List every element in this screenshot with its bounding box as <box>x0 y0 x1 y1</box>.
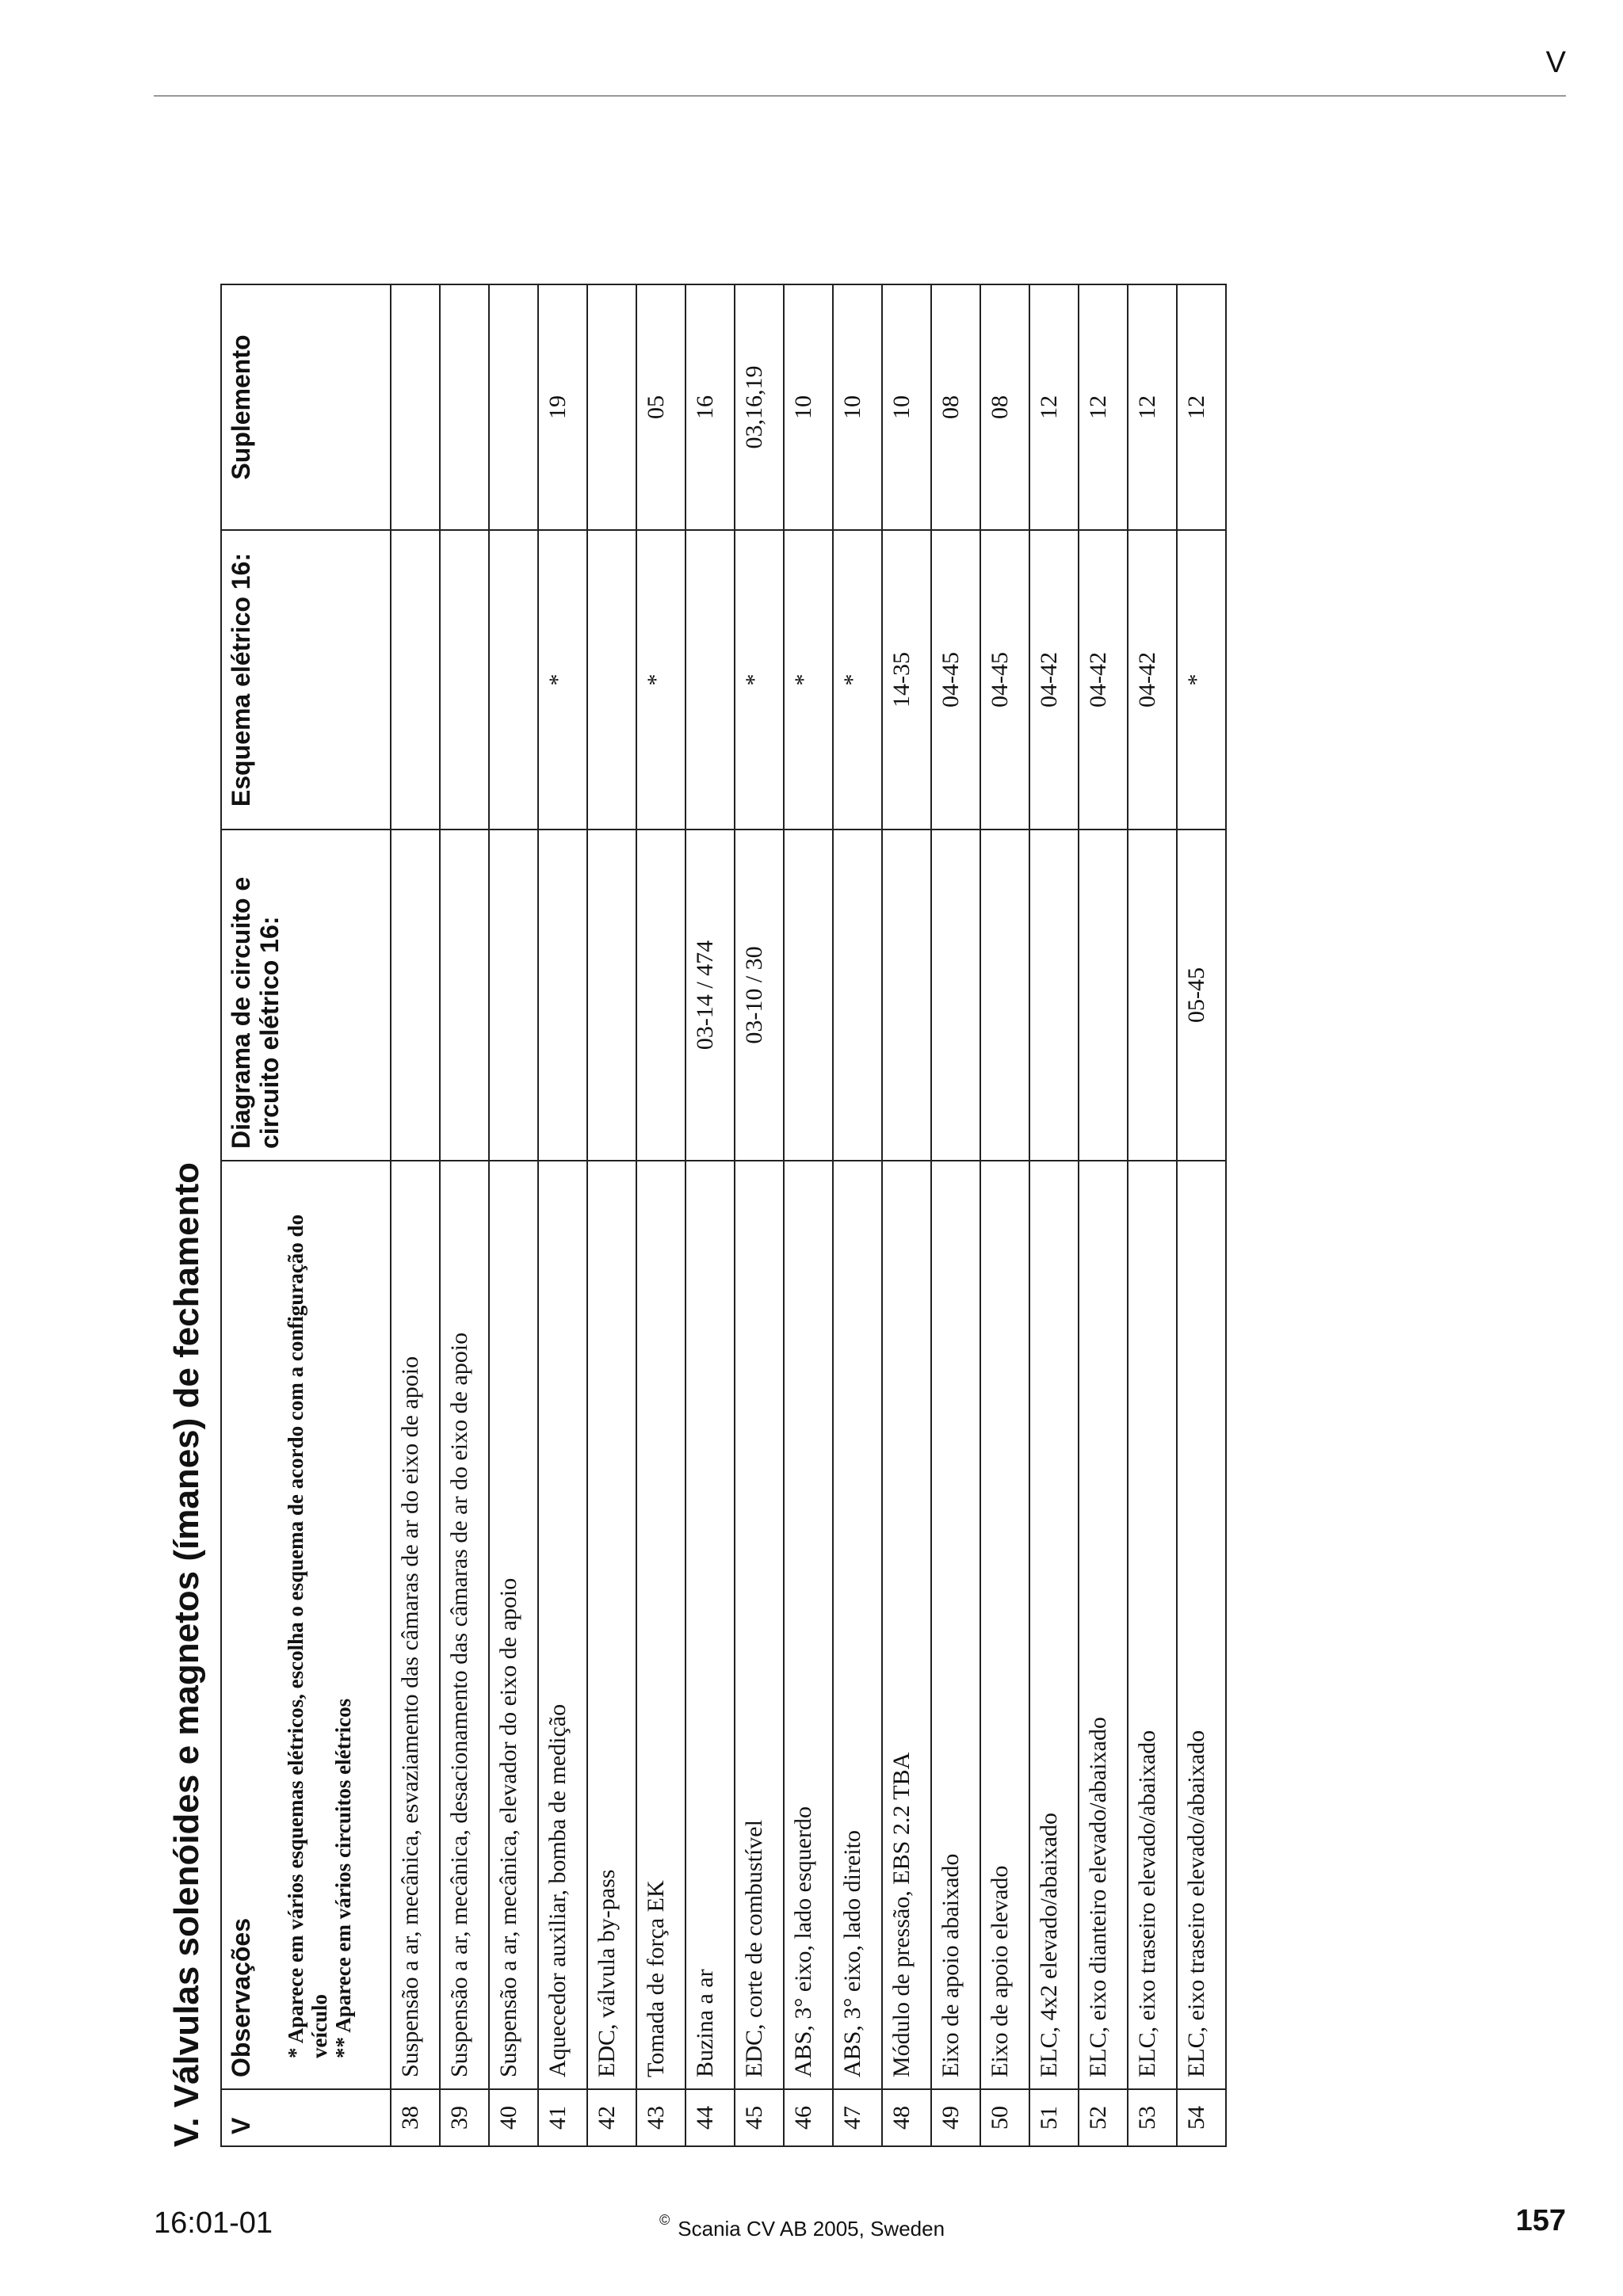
cell-esquema: 04-45 <box>931 530 980 830</box>
cell-v: 46 <box>784 2089 833 2146</box>
cell-esquema: * <box>735 530 784 830</box>
cell-esquema: 04-42 <box>1128 530 1177 830</box>
cell-esquema <box>489 530 538 830</box>
cell-esquema: * <box>538 530 587 830</box>
cell-suplemento: 05 <box>636 284 685 530</box>
cell-observacoes: ABS, 3° eixo, lado esquerdo <box>784 1161 833 2089</box>
table-row <box>882 284 931 2146</box>
cell-observacoes: ELC, eixo dianteiro elevado/abaixado <box>1079 1161 1128 2089</box>
cell-suplemento: 10 <box>882 284 931 530</box>
cell-suplemento <box>587 284 636 530</box>
col-header-suplemento: Suplemento <box>221 284 391 530</box>
cell-diagrama <box>636 830 685 1161</box>
cell-v: 51 <box>1029 2089 1079 2146</box>
cell-observacoes: Eixo de apoio elevado <box>980 1161 1029 2089</box>
document-code: 16:01-01 <box>154 2206 273 2240</box>
cell-diagrama <box>489 830 538 1161</box>
page-title: V. Válvulas solenóides e magnetos (ímanes) de fechamento <box>167 1161 206 2147</box>
cell-v: 43 <box>636 2089 685 2146</box>
table-row <box>980 284 1029 2146</box>
cell-observacoes: Eixo de apoio abaixado <box>931 1161 980 2089</box>
col-header-observacoes <box>221 1161 391 2089</box>
cell-suplemento: 08 <box>980 284 1029 530</box>
copyright-symbol: © <box>659 2212 670 2228</box>
cell-diagrama <box>931 830 980 1161</box>
cell-observacoes: ABS, 3° eixo, lado direito <box>833 1161 882 2089</box>
page-number: 157 <box>1515 2204 1566 2237</box>
cell-observacoes: Aquecedor auxiliar, bomba de medição <box>538 1161 587 2089</box>
cell-v: 53 <box>1128 2089 1177 2146</box>
col-header-esquema: Esquema elétrico 16: <box>221 530 391 830</box>
cell-observacoes: ELC, eixo traseiro elevado/abaixado <box>1177 1161 1226 2089</box>
cell-observacoes: Suspensão a ar, mecânica, elevador do eixo de apoio <box>489 1161 538 2089</box>
cell-v: 45 <box>735 2089 784 2146</box>
cell-esquema <box>440 530 489 830</box>
rotated-content <box>165 285 1433 2147</box>
cell-observacoes: Suspensão a ar, mecânica, desacionamento das câmaras de ar do eixo de apoio <box>440 1161 489 2089</box>
table-row <box>538 284 587 2146</box>
cell-suplemento: 08 <box>931 284 980 530</box>
cell-suplemento: 12 <box>1128 284 1177 530</box>
cell-diagrama <box>980 830 1029 1161</box>
cell-esquema <box>391 530 440 830</box>
cell-suplemento: 10 <box>784 284 833 530</box>
cell-suplemento: 12 <box>1029 284 1079 530</box>
cell-suplemento: 12 <box>1079 284 1128 530</box>
table-row <box>784 284 833 2146</box>
col-header-diagrama: Diagrama de circuito e circuito elétrico 16: <box>221 830 391 1161</box>
cell-esquema: * <box>636 530 685 830</box>
table-body <box>391 284 1226 2146</box>
table-row <box>931 284 980 2146</box>
cell-diagrama <box>882 830 931 1161</box>
table-header-row <box>221 284 391 2146</box>
cell-suplemento <box>489 284 538 530</box>
cell-observacoes: Suspensão a ar, mecânica, esvaziamento das câmaras de ar do eixo de apoio <box>391 1161 440 2089</box>
cell-diagrama <box>1128 830 1177 1161</box>
cell-esquema <box>685 530 735 830</box>
cell-v: 48 <box>882 2089 931 2146</box>
cell-v: 54 <box>1177 2089 1226 2146</box>
table-row <box>1128 284 1177 2146</box>
cell-suplemento <box>440 284 489 530</box>
table-row <box>587 284 636 2146</box>
cell-observacoes: Tomada de força EK <box>636 1161 685 2089</box>
cell-observacoes: Buzina a ar <box>685 1161 735 2089</box>
table-row <box>685 284 735 2146</box>
cell-observacoes: ELC, 4x2 elevado/abaixado <box>1029 1161 1079 2089</box>
cell-v: 40 <box>489 2089 538 2146</box>
cell-esquema: * <box>1177 530 1226 830</box>
table-row <box>735 284 784 2146</box>
note-line: ** Aparece em vários circuitos elétricos <box>331 1698 355 2058</box>
valves-table <box>220 284 1227 2147</box>
cell-observacoes: EDC, corte de combustível <box>735 1161 784 2089</box>
cell-esquema: * <box>833 530 882 830</box>
cell-diagrama <box>784 830 833 1161</box>
cell-v: 47 <box>833 2089 882 2146</box>
cell-suplemento: 16 <box>685 284 735 530</box>
table-row <box>440 284 489 2146</box>
cell-diagrama <box>440 830 489 1161</box>
table-row <box>636 284 685 2146</box>
cell-esquema <box>587 530 636 830</box>
cell-v: 52 <box>1079 2089 1128 2146</box>
cell-observacoes: ELC, eixo traseiro elevado/abaixado <box>1128 1161 1177 2089</box>
table-row <box>391 284 440 2146</box>
cell-diagrama <box>391 830 440 1161</box>
table-row <box>1177 284 1226 2146</box>
cell-v: 49 <box>931 2089 980 2146</box>
cell-v: 44 <box>685 2089 735 2146</box>
cell-diagrama: 05-45 <box>1177 830 1226 1161</box>
cell-diagrama <box>538 830 587 1161</box>
cell-v: 42 <box>587 2089 636 2146</box>
note-line: * Aparece em vários esquemas elétricos, escolha o esquema de acordo com a configuração do veículo <box>284 1214 331 2058</box>
table-row <box>489 284 538 2146</box>
cell-suplemento: 03,16,19 <box>735 284 784 530</box>
cell-observacoes: EDC, válvula by-pass <box>587 1161 636 2089</box>
col-header-v: V <box>221 2089 391 2146</box>
cell-esquema: 14-35 <box>882 530 931 830</box>
cell-v: 39 <box>440 2089 489 2146</box>
table-row <box>833 284 882 2146</box>
cell-v: 38 <box>391 2089 440 2146</box>
cell-suplemento: 19 <box>538 284 587 530</box>
cell-v: 41 <box>538 2089 587 2146</box>
cell-suplemento <box>391 284 440 530</box>
cell-esquema: 04-42 <box>1079 530 1128 830</box>
section-letter: V <box>1545 46 1566 79</box>
cell-esquema: 04-42 <box>1029 530 1079 830</box>
cell-diagrama: 03-14 / 474 <box>685 830 735 1161</box>
cell-diagrama <box>1079 830 1128 1161</box>
cell-suplemento: 12 <box>1177 284 1226 530</box>
cell-diagrama <box>587 830 636 1161</box>
copyright-notice: © Scania CV AB 2005, Sweden <box>659 2212 945 2241</box>
cell-suplemento: 10 <box>833 284 882 530</box>
cell-esquema: * <box>784 530 833 830</box>
cell-esquema: 04-45 <box>980 530 1029 830</box>
cell-diagrama: 03-10 / 30 <box>735 830 784 1161</box>
observacoes-notes <box>284 1173 355 2058</box>
observacoes-label: Observações <box>227 1917 255 2077</box>
cell-diagrama <box>833 830 882 1161</box>
table-row <box>1079 284 1128 2146</box>
header-divider <box>154 95 1566 97</box>
table-row <box>1029 284 1079 2146</box>
cell-observacoes: Módulo de pressão, EBS 2.2 TBA <box>882 1161 931 2089</box>
cell-diagrama <box>1029 830 1079 1161</box>
cell-v: 50 <box>980 2089 1029 2146</box>
